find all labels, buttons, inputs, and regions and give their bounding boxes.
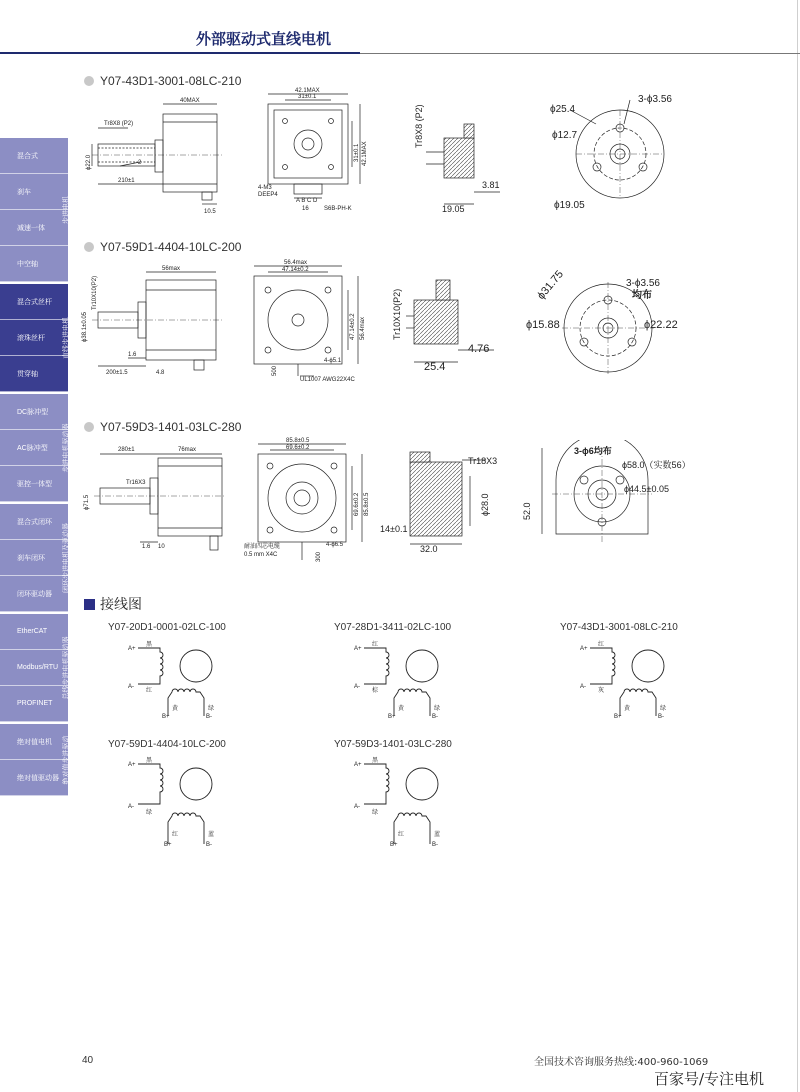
page-number: 40 — [82, 1055, 94, 1066]
dim-label: ϕ38.1±0.05 — [82, 311, 88, 342]
sidebar-item[interactable]: 刹车闭环 — [0, 540, 68, 576]
dim-label: 69.6±0.2 — [354, 492, 360, 516]
sidebar-item[interactable]: 中空轴 — [0, 246, 68, 282]
dim-label: 56max — [162, 266, 181, 272]
wire-color-label: 黑 — [372, 758, 379, 764]
sidebar-group-linear[interactable] — [0, 284, 68, 394]
dim-label: Tr10X10(P2) — [392, 288, 402, 340]
wire-color-label: 黑 — [146, 642, 153, 648]
model-name: Y07-43D1-3001-08LC-210 — [100, 74, 242, 88]
dim-label: 47.14±0.2 — [282, 267, 309, 273]
side-view-drawing — [80, 92, 230, 217]
sidebar-item[interactable]: 混合式丝杆 — [0, 284, 68, 320]
dim-label: 3-ϕ3.56 — [626, 278, 660, 289]
dim-label: 10.5 — [204, 209, 216, 215]
dim-label: ϕ28.0 — [480, 493, 490, 516]
dim-label: 4-ϕ5.1 — [324, 358, 342, 364]
dim-label: 16 — [302, 206, 309, 212]
sidebar-item[interactable]: 混合式 — [0, 138, 68, 174]
dim-label: 4.76 — [468, 343, 490, 355]
wire-color-label: 棕 — [372, 688, 379, 694]
sidebar-group-label: 直线步进电机 — [63, 317, 70, 359]
dim-label: UL1007 AWG22X4C — [300, 377, 355, 383]
dim-label: DEEP4 — [258, 192, 278, 198]
dim-label: 42.1MAX — [362, 141, 368, 166]
dim-label: 4.8 — [156, 370, 165, 376]
wire-color-label: 黄 — [398, 706, 405, 712]
dim-label: ϕ25.4 — [550, 104, 576, 115]
sidebar-group-stepper[interactable] — [0, 138, 68, 284]
pin-label: A- — [128, 804, 134, 810]
dim-label: 31±0.1 — [354, 143, 360, 162]
dim-label: ϕ15.88 — [526, 319, 560, 331]
pin-label: A+ — [128, 762, 136, 768]
dim-label: 4-ϕ6.5 — [326, 542, 344, 548]
sidebar-group-label: 总线步进电机驱动器 — [63, 636, 70, 700]
sidebar-item[interactable]: 贯穿轴 — [0, 356, 68, 392]
dim-label: 耐油四芯电缆 — [244, 544, 281, 550]
front-view-drawing — [248, 86, 368, 216]
dim-label: ϕ12.7 — [552, 130, 578, 141]
sidebar-item[interactable]: 闭环驱动器 — [0, 576, 68, 612]
dim-label: 76max — [178, 447, 197, 453]
wire-color-label: 灰 — [598, 688, 605, 694]
square-bullet-icon — [84, 599, 95, 610]
sidebar-group-label: 闭环步进电机及驱动器 — [63, 523, 70, 593]
wire-color-label: 绿 — [146, 810, 153, 816]
model-name: Y07-59D1-4404-10LC-200 — [100, 240, 242, 254]
dim-label: 1.6 — [128, 352, 137, 358]
side-view-drawing — [80, 440, 230, 555]
dim-label: Tr16X3 — [126, 480, 146, 486]
dim-label: 3-ϕ3.56 — [638, 94, 672, 105]
wire-color-label: 红 — [398, 832, 405, 838]
sidebar-item[interactable]: DC脉冲型 — [0, 394, 68, 430]
wiring-title-text: 接线图 — [100, 597, 142, 613]
dim-label: 14±0.1 — [380, 524, 408, 534]
pin-label: B- — [658, 714, 664, 720]
dim-label: 3-ϕ6均布 — [574, 446, 612, 456]
dim-label: 280±1 — [118, 447, 135, 453]
dim-label: Tr10X10(P2) — [92, 275, 98, 310]
dim-label: 0.5 mm X4C — [244, 552, 278, 558]
pin-label: B+ — [162, 714, 170, 720]
dim-label: 19.05 — [442, 204, 465, 213]
wire-color-label: 黄 — [624, 706, 631, 712]
pin-label: A+ — [354, 762, 362, 768]
wire-color-label: 黄 — [172, 706, 179, 712]
dim-label: 200±1.5 — [106, 370, 128, 376]
sidebar-item[interactable]: PROFINET — [0, 686, 68, 722]
page-title: 外部驱动式直线电机 — [196, 30, 332, 48]
pin-label: B+ — [614, 714, 622, 720]
pin-label: A+ — [580, 646, 588, 652]
dim-label: 56.4max — [360, 316, 366, 340]
sidebar-group-driver[interactable] — [0, 394, 68, 504]
sidebar-group-bus[interactable] — [0, 614, 68, 724]
wire-color-label: 绿 — [660, 706, 667, 712]
model-heading — [84, 420, 241, 434]
sidebar-item[interactable]: 绝对值驱动器 — [0, 760, 68, 796]
dim-label: ϕ19.05 — [554, 200, 585, 211]
pin-label: A+ — [128, 646, 136, 652]
wiring-diagram — [352, 638, 472, 718]
dim-label: 210±1 — [118, 178, 135, 184]
dim-label: 56.4max — [284, 260, 308, 266]
wiring-model-label: Y07-43D1-3001-08LC-210 — [560, 622, 678, 633]
dim-label: ϕ22.22 — [644, 319, 678, 331]
watermark-text: 百家号/专注电机 — [654, 1070, 765, 1088]
dim-label: 3.81 — [482, 180, 500, 190]
flange-drawing — [516, 440, 696, 560]
wiring-model-label: Y07-59D1-4404-10LC-200 — [108, 739, 226, 750]
flange-drawing — [522, 262, 692, 387]
pin-label: B+ — [164, 842, 172, 848]
sidebar-group-label: 绝对值步进驱动 — [63, 735, 70, 785]
wire-color-label: 蓝 — [434, 832, 441, 838]
dim-label: 40MAX — [180, 98, 200, 104]
sidebar-item[interactable]: 刹车 — [0, 174, 68, 210]
dim-label: 31±0.1 — [298, 94, 317, 100]
nut-drawing — [384, 266, 504, 376]
wire-color-label: 红 — [598, 642, 605, 648]
pin-label: A- — [354, 804, 360, 810]
nut-drawing — [408, 88, 508, 213]
dim-label: 52.0 — [522, 502, 532, 520]
bullet-icon — [84, 422, 94, 432]
dim-label: 85.8±0.5 — [364, 492, 370, 516]
sidebar-item[interactable]: 驱控一体型 — [0, 466, 68, 502]
wiring-diagram — [126, 756, 246, 848]
pin-label: B- — [206, 842, 212, 848]
wiring-model-label: Y07-28D1-3411-02LC-100 — [334, 622, 452, 633]
wire-color-label: 黑 — [146, 758, 153, 764]
pin-label: B- — [432, 842, 438, 848]
model-name: Y07-59D3-1401-03LC-280 — [100, 420, 242, 434]
dim-label: ϕ58.0（实数56） — [622, 460, 691, 470]
dim-label: ϕ44.5±0.05 — [624, 484, 670, 494]
dim-label: S6B-PH-K — [324, 206, 352, 212]
dim-label: 2 — [138, 160, 142, 166]
sidebar-item[interactable]: 减速一体 — [0, 210, 68, 246]
bullet-icon — [84, 242, 94, 252]
front-view-drawing — [240, 258, 370, 383]
sidebar-group-label: 步进电机 — [63, 196, 70, 224]
side-view-drawing — [78, 262, 228, 377]
wiring-section-title — [84, 594, 142, 614]
dim-label: ϕ71.5 — [84, 494, 90, 510]
wiring-diagram — [578, 638, 698, 718]
pin-label: B- — [432, 714, 438, 720]
sidebar-group-closed-loop[interactable] — [0, 504, 68, 614]
sidebar-group-label: 步进电机驱动器 — [63, 423, 70, 473]
sidebar-item[interactable]: AC脉冲型 — [0, 430, 68, 466]
pin-label: B+ — [390, 842, 398, 848]
wire-color-label: 红 — [172, 832, 179, 838]
dim-label: 85.8±0.5 — [286, 438, 310, 444]
sidebar-item[interactable]: 绝对值电机 — [0, 724, 68, 760]
dim-label: 4-M3 — [258, 185, 272, 191]
dim-label: A B C D — [296, 198, 318, 204]
wire-color-label: 红 — [146, 688, 153, 694]
dim-label: 1.6 — [142, 544, 151, 550]
header-rule-thin — [360, 53, 800, 54]
dim-label: 25.4 — [424, 361, 446, 373]
wiring-diagram — [352, 756, 472, 848]
sidebar-item[interactable]: 混合式闭环 — [0, 504, 68, 540]
header-rule — [0, 52, 360, 54]
dim-label: 32.0 — [420, 544, 438, 554]
dim-label: ϕ22.0 — [86, 154, 92, 170]
wiring-diagram — [126, 638, 246, 718]
flange-drawing — [540, 86, 690, 216]
sidebar-item[interactable]: 滚珠丝杆 — [0, 320, 68, 356]
pin-label: B- — [206, 714, 212, 720]
wire-color-label: 蓝 — [208, 832, 215, 838]
wire-color-label: 绿 — [434, 706, 441, 712]
nut-drawing — [376, 446, 506, 556]
pin-label: A- — [354, 684, 360, 690]
category-sidebar — [0, 138, 68, 798]
wire-color-label: 绿 — [372, 810, 379, 816]
wire-color-label: 绿 — [208, 706, 215, 712]
dim-label: ϕ31.75 — [535, 268, 566, 302]
dim-label: Tr18X3 — [468, 456, 498, 466]
front-view-drawing — [244, 436, 374, 566]
dim-label: 42.1MAX — [295, 88, 320, 94]
support-hotline: 全国技术咨询服务热线:400-960-1069 — [534, 1057, 709, 1068]
dim-label: Tr8X8 (P2) — [104, 121, 134, 127]
pin-label: B+ — [388, 714, 396, 720]
pin-label: A- — [580, 684, 586, 690]
page-edge — [797, 0, 798, 1092]
dim-label: 300 — [316, 551, 322, 562]
pin-label: A- — [128, 684, 134, 690]
dim-label: 47.14±0.2 — [350, 313, 356, 340]
sidebar-item[interactable]: EtherCAT — [0, 614, 68, 650]
model-heading — [84, 240, 241, 254]
dim-label: 均布 — [632, 290, 652, 301]
wire-color-label: 红 — [372, 642, 379, 648]
sidebar-item[interactable]: Modbus/RTU — [0, 650, 68, 686]
bullet-icon — [84, 76, 94, 86]
dim-label: 69.6±0.2 — [286, 445, 310, 451]
dim-label: Tr8X8 (P2) — [414, 104, 424, 148]
dim-label: 500 — [272, 365, 278, 376]
dim-label: 10 — [158, 544, 165, 550]
wiring-model-label: Y07-20D1-0001-02LC-100 — [108, 622, 226, 633]
wiring-model-label: Y07-59D3-1401-03LC-280 — [334, 739, 452, 750]
sidebar-group-absolute[interactable] — [0, 724, 68, 798]
model-heading — [84, 74, 241, 88]
pin-label: A+ — [354, 646, 362, 652]
